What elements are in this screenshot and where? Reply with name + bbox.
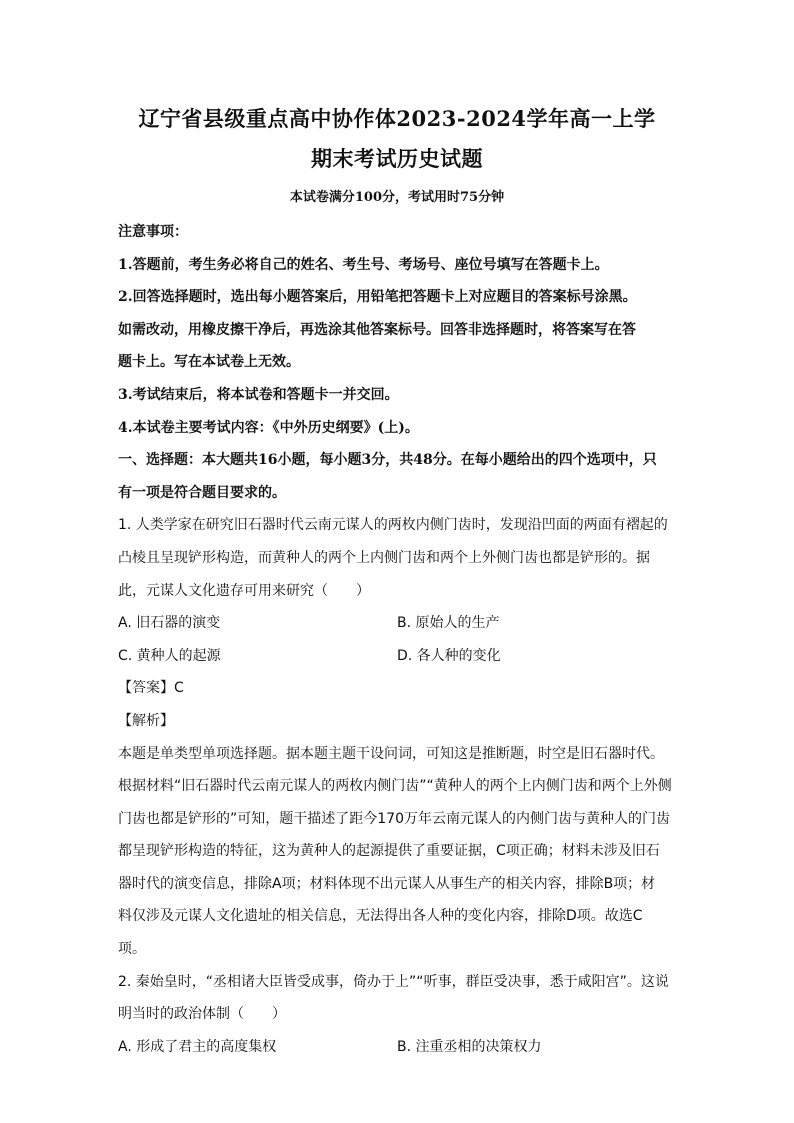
analysis-line: 都呈现铲形构造的特征，这为黄种人的起源提供了重要证据，C项正确；材料未涉及旧石 (118, 843, 660, 860)
question-1-stem-end: 此，元谋人文化遗存可用来研究（ ） (118, 582, 370, 599)
option-b: B. 注重丞相的决策权力 (397, 1038, 542, 1055)
document-body (118, 216, 676, 1063)
note-2: 2.回答选择题时，选出每小题答案后，用铅笔把答题卡上对应题目的答案标号涂黑。 (118, 289, 637, 306)
analysis-line: 器时代的演变信息，排除A项；材料体现不出元谋人从事生产的相关内容，排除B项；材 (118, 875, 656, 892)
analysis-label: 【解析】 (118, 712, 174, 729)
question-2-stem: 2. 秦始皇时，“丞相诸大臣皆受成事，倚办于上”“听事，群臣受决事，悉于咸阳宫”。这说 (118, 973, 669, 990)
document-title-line-1: 辽宁省县级重点高中协作体2023-2024学年高一上学 (138, 106, 656, 131)
section-heading: 一、选择题：本大题共16小题，每小题3分，共48分。在每小题给出的四个选项中，只 (118, 452, 657, 469)
analysis-line: 料仅涉及元谋人文化遗址的相关信息，无法得出各人种的变化内容，排除D项。故选C (118, 908, 643, 925)
note-2-end: 题卡上。写在本试卷上无效。 (118, 354, 300, 371)
analysis-line: 门齿也都是铲形的”可知，题干描述了距今170万年云南元谋人的内侧门齿与黄种人的门齿 (118, 810, 670, 827)
question-2-options-row-1 (118, 1031, 676, 1064)
note-2-cont: 如需改动，用橡皮擦干净后，再选涂其他答案标号。回答非选择题时，将答案写在答 (118, 321, 636, 338)
note-4: 4.本试卷主要考试内容：《中外历史纲要》(上)。 (118, 419, 419, 436)
option-a: A. 形成了君主的高度集权 (118, 1038, 277, 1055)
question-1-stem: 1. 人类学家在研究旧石器时代云南元谋人的两枚内侧门齿时，发现沿凹面的两面有褶起的 (118, 517, 668, 534)
analysis-line: 本题是单类型单项选择题。据本题主题干设问词，可知这是推断题，时空是旧石器时代。 (118, 745, 664, 762)
option-a: A. 旧石器的演变 (118, 615, 221, 632)
option-c: C. 黄种人的起源 (118, 647, 221, 664)
exam-info: 本试卷满分100分，考试用时75分钟 (289, 190, 505, 205)
option-d: D. 各人种的变化 (397, 647, 501, 664)
question-1-options-row-1 (118, 607, 676, 640)
section-heading-cont: 有一项是符合题目要求的。 (118, 484, 286, 501)
question-1-stem-cont: 凸棱且呈现铲形构造，而黄种人的两个上内侧门齿和两个上外侧门齿也都是铲形的。据 (118, 549, 650, 566)
option-b: B. 原始人的生产 (397, 615, 500, 632)
question-1-options-row-2 (118, 640, 676, 673)
note-3: 3.考试结束后，将本试卷和答题卡一并交回。 (118, 386, 399, 403)
analysis-line: 根据材料“旧石器时代云南元谋人的两枚内侧门齿”“黄种人的两个上内侧门齿和两个上外侧 (118, 778, 672, 795)
notes-heading: 注意事项： (118, 224, 188, 240)
analysis-line: 项。 (118, 941, 146, 958)
question-2-stem-cont: 明当时的政治体制（ ） (118, 1006, 286, 1023)
document-title-line-2: 期末考试历史试题 (311, 146, 483, 171)
note-1: 1.答题前，考生务必将自己的姓名、考生号、考场号、座位号填写在答题卡上。 (118, 256, 609, 273)
question-1-answer: 【答案】C (118, 680, 184, 697)
